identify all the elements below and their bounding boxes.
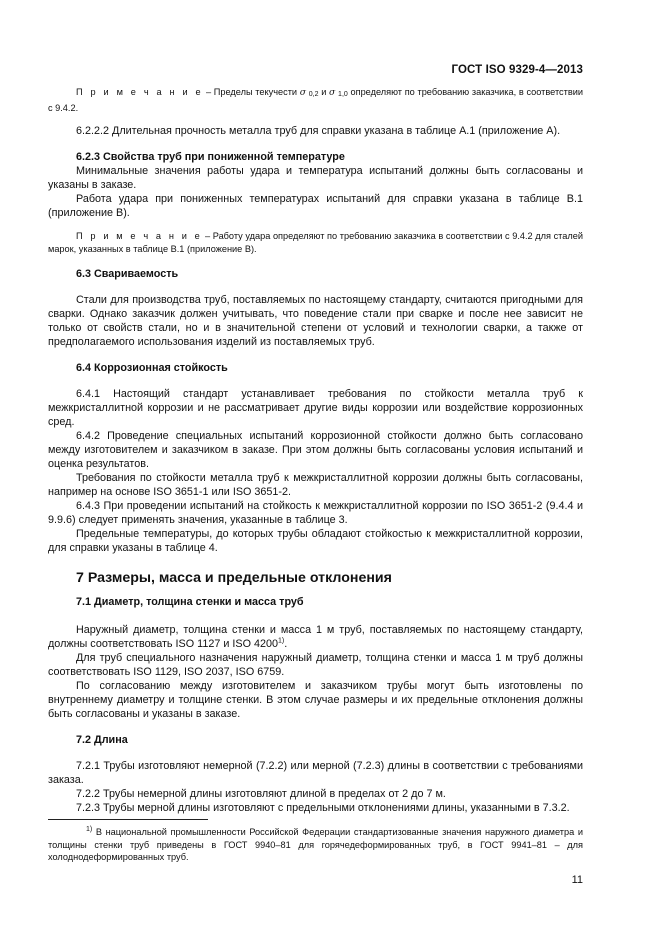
paragraph-7-2-1: 7.2.1 Трубы изготовляют немерной (7.2.2) или мерной (7.2.3) длины в соответствии с требованиями заказа. bbox=[48, 760, 583, 786]
footnote-mark: 1) bbox=[86, 825, 93, 833]
footnote bbox=[48, 826, 583, 864]
document-body bbox=[48, 86, 583, 815]
section-heading-7-1: 7.1 Диаметр, толщина стенки и масса труб bbox=[76, 596, 304, 608]
page-number: 11 bbox=[571, 874, 583, 886]
section-heading-6-3: 6.3 Свариваемость bbox=[76, 268, 179, 280]
paragraph: Минимальные значения работы удара и температура испытаний должны быть согласованы и указаны в заказе. bbox=[48, 165, 583, 191]
paragraph-6-4-1: 6.4.1 Настоящий стандарт устанавливает требования по стойкости металла труб к межкристаллитной коррозии и не рассматривает другие виды коррозии или воздействие коррозионных сред. bbox=[48, 388, 583, 428]
paragraph: Требования по стойкости металла труб к межкристаллитной коррозии должны быть согласованы, например на основе ISO 3651-1 или ISO 3651-2. bbox=[48, 472, 583, 498]
note-label: П р и м е ч а н и е bbox=[76, 87, 204, 97]
section-heading-6-4: 6.4 Коррозионная стойкость bbox=[76, 362, 228, 374]
chapter-heading-7: 7 Размеры, масса и предельные отклонения bbox=[76, 570, 392, 586]
section-heading-6-2-3: 6.2.3 Свойства труб при пониженной температуре bbox=[76, 151, 345, 163]
paragraph: Наружный диаметр, толщина стенки и масса 1 м труб, поставляемых по настоящему стандарту, должны соответствовать ISO 1127 и ISO 4200$^{1)}$. bbox=[48, 624, 583, 650]
note-yield-strength: П р и м е ч а н и е – Пределы текучести σ 0,2 и σ 1,0 определяют по требованию заказчика, в соответствии с 9.4.2. bbox=[48, 87, 583, 113]
sigma-symbol: σ bbox=[329, 87, 336, 98]
section-heading-7-2: 7.2 Длина bbox=[76, 734, 128, 746]
paragraph-6-4-2: 6.4.2 Проведение специальных испытаний коррозионной стойкости должно быть согласовано между изготовителем и заказчиком в заказе. При этом должны быть согласованы условия испытаний и оценка результатов. bbox=[48, 430, 583, 470]
document-header: ГОСТ ISO 9329-4—2013 bbox=[451, 64, 583, 76]
paragraph-7-2-2: 7.2.2 Трубы немерной длины изготовляют длиной в пределах от 2 до 7 м. bbox=[76, 788, 446, 800]
footnote-reference[interactable]: 1) bbox=[278, 637, 285, 645]
note-label: П р и м е ч а н и е bbox=[76, 231, 203, 241]
footnote-separator bbox=[48, 819, 208, 820]
footnote-text: $^{1)}$ В национальной промышленности Российской Федерации стандартизованные значения наружного диаметра и толщины стенки труб приведены в ГОСТ 9940–81 для горячедеформированных труб, в ГОСТ 9941–81 – для холоднодеформированных труб. bbox=[48, 825, 583, 862]
paragraph: Стали для производства труб, поставляемых по настоящему стандарту, считаются пригодными для сварки. Однако заказчик должен учитывать, что поведение стали при сварке и после нее зависит не только от свойств стали, но и в значительной степени от условий и технологии сварки, а также от предполагаемого использования изделий из поставляемых труб. bbox=[48, 294, 583, 348]
paragraph: Работа удара при пониженных температурах испытаний для справки указана в таблице В.1 (приложение В). bbox=[48, 193, 583, 219]
paragraph-6-4-3: 6.4.3 При проведении испытаний на стойкость к межкристаллитной коррозии по ISO 3651-2 (9.4.4 и 9.9.6) следует применять значения, указанные в таблице 3. bbox=[48, 500, 583, 526]
sigma-symbol: σ bbox=[299, 87, 307, 98]
paragraph: Для труб специального назначения наружный диаметр, толщина стенки и масса 1 м труб должны соответствовать ISO 1129, ISO 2037, ISO 6759. bbox=[48, 652, 583, 678]
paragraph-7-2-3: 7.2.3 Трубы мерной длины изготовляют с предельными отклонениями длины, указанными в 7.3.2. bbox=[76, 802, 570, 814]
note-impact-work: П р и м е ч а н и е – Работу удара определяют по требованию заказчика в соответствии с 9.4.2 для сталей марок, указанных в таблице В.1 (приложение В). bbox=[48, 231, 584, 254]
paragraph: По согласованию между изготовителем и заказчиком трубы могут быть изготовлены по внутреннему диаметру и толщине стенки. В этом случае размеры и их предельные отклонения должны быть согласованы и указаны в заказе. bbox=[48, 680, 583, 720]
paragraph: Предельные температуры, до которых трубы обладают стойкостью к межкристаллитной коррозии, для справки указаны в таблице 4. bbox=[48, 528, 583, 554]
paragraph-6-2-2-2: 6.2.2.2 Длительная прочность металла труб для справки указана в таблице А.1 (приложение А). bbox=[76, 125, 561, 137]
